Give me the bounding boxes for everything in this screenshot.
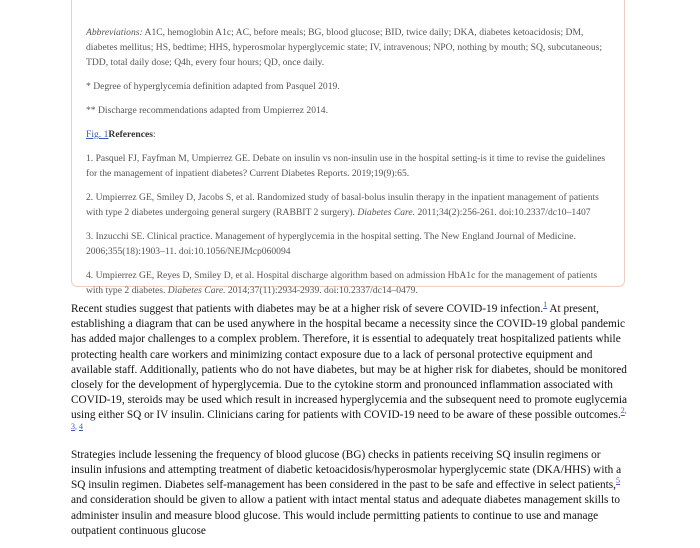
- reference-text: 3. Inzucchi SE. Clinical practice. Management of hyperglycemia in the hospital setting. The New England Journal of Medicine. 2006;355(18):1903–11. doi:10.1056/NEJMcp060094: [86, 231, 576, 257]
- reference-item: [86, 268, 610, 298]
- citation-link-5[interactable]: 5: [616, 476, 620, 486]
- citation-link-4[interactable]: 4: [79, 421, 83, 431]
- reference-details: 2014;37(11):2934-2939. doi:10.2337/dc14–0479.: [225, 285, 418, 296]
- reference-item: [86, 229, 610, 259]
- body-text: Strategies include lessening the frequency of blood glucose (BG) checks in patients receiving SQ insulin regimens or insulin infusions and attempting treatment of diabetic ketoacidosis/hyperosmolar hyperglycemic state (DKA/HHS) with a SQ insulin regimen. Diabetes self-management has been considered in the past to be safe and effective in select patients,: [71, 448, 622, 492]
- figure-notes-box: [71, 0, 625, 296]
- reference-journal: Diabetes Care.: [167, 285, 226, 296]
- body-text: and consideration should be given to allow a patient with intact mental status and adequate diabetes management skills to administer insulin and measure blood glucose. This would include permitting patients to continue to use and manage outpatient continuous glucose: [71, 494, 621, 537]
- references-heading: [86, 127, 610, 142]
- reference-item: [86, 151, 610, 181]
- reference-text: 2. Umpierrez GE, Smiley D, Jacobs S, et al. Randomized study of basal-bolus insulin therapy in the inpatient management of patients with type 2 diabetes undergoing general surgery (RABBIT 2 surgery).: [86, 192, 599, 218]
- reference-journal: Diabetes Care.: [357, 207, 416, 218]
- abbreviations-text: A1C, hemoglobin A1c; AC, before meals; BG, blood glucose; BID, twice daily; DKA, diabetes ketoacidosis; DM, diabetes mellitus; HS, bedtime; HHS, hyperosmolar hyperglycemic state; IV, intravenous; NPO, nothing by mouth; SQ, subcutaneous; TDD, total daily dose; Q4h, every four hours; QD, once daily.: [86, 27, 603, 68]
- body-paragraph-1: Recent studies suggest that patients with diabetes may be at a higher risk of severe COVID-19 infection.$^1$ At present, establishing a diagram that can be used anywhere in the hospital became a necessity since the COVID-19 global pandemic has added major challenges to a complex problem. Therefore, it is essential to adequately treat hospitalized patients while protecting health care workers and minimizing contact exposure due to a lack of personal protective equipment and available staff. Additionally, patients who do not have diabetes, but may be at higher risk for diabetes, should be monitored closely for the development of hyperglycemia. Due to the cytokine storm and pronounced inflammation associated with COVID-19, steroids may be used which result in increased hyperglycemia and the subsequent need to promote euglycemia using either SQ or IV insulin. Clinicians caring for patients with COVID-19 need to be aware of these possible outcomes.$^{2,}$ $^{3,}$ $^4$: [71, 300, 628, 431]
- abbreviations-label: Abbreviations:: [86, 27, 143, 38]
- footnote-discharge: ** Discharge recommendations adapted from Umpierrez 2014.: [86, 105, 328, 116]
- body-paragraph-2: [71, 448, 631, 539]
- reference-details: 2011;34(2):256-261. doi:10.2337/dc10–1407: [415, 207, 591, 218]
- body-text: Recent studies suggest that patients with diabetes may be at a higher risk of severe COVID-19 infection.: [71, 303, 544, 315]
- citation-link-1[interactable]: 1: [543, 300, 548, 310]
- article-body: [71, 302, 631, 548]
- body-text: At present, establishing a diagram that can be used anywhere in the hospital became a necessity since the COVID-19 global pandemic has added major challenges to a complex problem. Therefore, it is essential to adequately treat hospitalized patients while protecting health care workers and minimizing contact exposure due to a lack of personal protective equipment and available staff. Additionally, patients who do not have diabetes, but may be at higher risk for diabetes, should be monitored closely for the development of hyperglycemia. Due to the cytokine storm and pronounced inflammation associated with COVID-19, steroids may be used which result in increased hyperglycemia and the subsequent need to promote euglycemia using either SQ or IV insulin. Clinicians caring for patients with COVID-19 need to be aware of these possible outcomes.: [71, 303, 628, 422]
- reference-text: 4. Umpierrez GE, Reyes D, Smiley D, et al. Hospital discharge algorithm based on admission HbA1c for the management of patients with type 2 diabetes.: [86, 270, 598, 296]
- citation-link-2[interactable]: 2: [620, 406, 625, 416]
- footnote-degree: * Degree of hyperglycemia definition adapted from Pasquel 2019.: [86, 81, 340, 92]
- reference-text: 1. Pasquel FJ, Fayfman M, Umpierrez GE. Debate on insulin vs non-insulin use in the hospital setting-is it time to revise the guidelines for the management of inpatient diabetes? Current Diabetes Reports. 2019;19(9):65.: [86, 153, 606, 179]
- references-colon: :: [152, 129, 156, 140]
- figure-1-link[interactable]: Fig. 1: [86, 129, 109, 140]
- abbreviations-note: [86, 25, 610, 70]
- references-label: References: [108, 129, 153, 140]
- reference-item: [86, 190, 610, 220]
- citation-link-3[interactable]: 3: [71, 421, 75, 431]
